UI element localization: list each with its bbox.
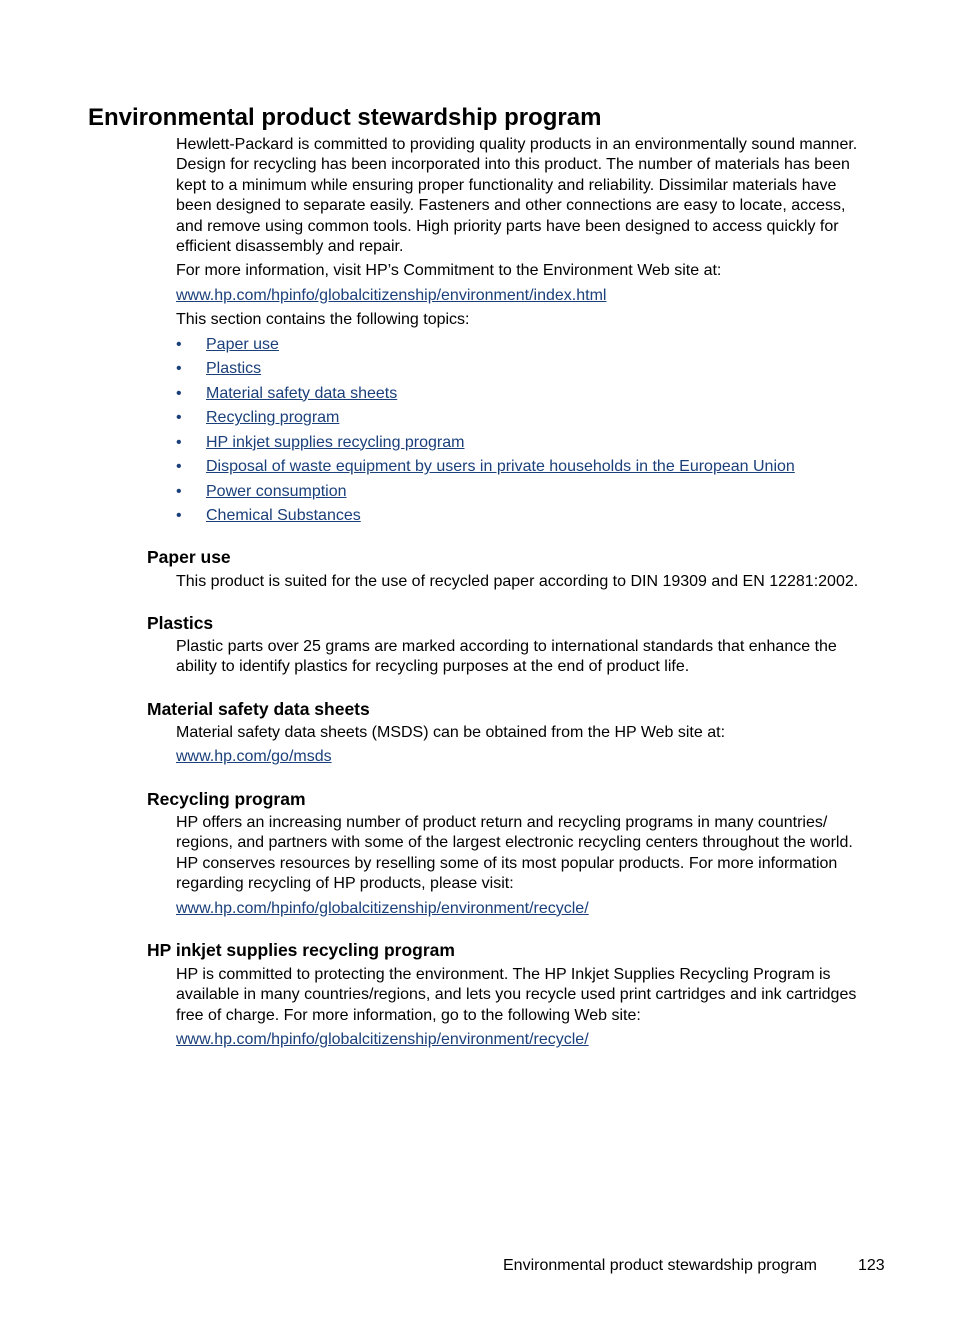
topics-list <box>176 335 876 531</box>
section-plastics <box>176 637 876 682</box>
recycling-text: HP offers an increasing number of product return and recycling programs in many countries/ regions, and partners with some of the largest electronic recycling centers throughout the world. HP conserves resources by reselling some of its most popular products. For more information regarding recycling of HP products, please visit: <box>176 814 853 893</box>
topic-link-chemical[interactable]: Chemical Substances <box>206 507 361 525</box>
list-item <box>176 335 876 360</box>
bullet-icon: • <box>176 384 182 402</box>
bullet-icon: • <box>176 335 182 353</box>
recycling-link-line <box>176 899 876 919</box>
environment-link-line <box>176 286 876 306</box>
intro-paragraph: Hewlett-Packard is committed to providing quality products in an environmentally sound manner. Design for recycling has been incorporated into this product. The number of materials has been kept to a minimum while ensuring proper functionality and reliability. Dissimilar materials have been designed to separate easily. Fasteners and other connections are easy to locate, access, and remove using common tools. High priority parts have been designed to access quickly for efficient disassembly and repair. <box>176 136 858 256</box>
bullet-icon: • <box>176 458 182 476</box>
section-msds <box>176 723 876 772</box>
topic-link-power[interactable]: Power consumption <box>206 482 347 500</box>
heading-plastics: Plastics <box>147 613 214 633</box>
topic-link-disposal[interactable]: Disposal of waste equipment by users in private households in the European Union <box>206 458 795 476</box>
topic-link-plastics[interactable]: Plastics <box>206 360 262 378</box>
inkjet-link[interactable]: www.hp.com/hpinfo/globalcitizenship/environment/recycle/ <box>176 1031 589 1049</box>
heading-msds: Material safety data sheets <box>147 699 370 719</box>
recycling-link[interactable]: www.hp.com/hpinfo/globalcitizenship/environment/recycle/ <box>176 899 589 917</box>
bullet-icon: • <box>176 433 182 451</box>
page-title: Environmental product stewardship program <box>88 104 602 131</box>
list-item <box>176 457 876 482</box>
list-item <box>176 482 876 507</box>
heading-inkjet: HP inkjet supplies recycling program <box>147 940 455 960</box>
intro-section <box>176 135 876 531</box>
topics-intro: This section contains the following topics: <box>176 311 470 329</box>
environment-link[interactable]: www.hp.com/hpinfo/globalcitizenship/environment/index.html <box>176 286 607 304</box>
section-paper-use <box>176 572 876 596</box>
topic-link-inkjet[interactable]: HP inkjet supplies recycling program <box>206 433 465 451</box>
list-item <box>176 359 876 384</box>
page-number: 123 <box>858 1257 885 1274</box>
inkjet-text: HP is committed to protecting the environment. The HP Inkjet Supplies Recycling Program is available in many countries/regions, and lets you recycle used print cartridges and ink cartridges free of charge. For more information, go to the following Web site: <box>176 966 857 1024</box>
topic-link-paper-use[interactable]: Paper use <box>206 335 279 353</box>
plastics-text: Plastic parts over 25 grams are marked according to international standards that enhance the ability to identify plastics for recycling purposes at the end of product life. <box>176 638 837 676</box>
msds-link[interactable]: www.hp.com/go/msds <box>176 748 332 766</box>
bullet-icon: • <box>176 507 182 525</box>
bullet-icon: • <box>176 482 182 500</box>
msds-text: Material safety data sheets (MSDS) can be obtained from the HP Web site at: <box>176 724 726 741</box>
list-item <box>176 384 876 409</box>
paper-use-text: This product is suited for the use of recycled paper according to DIN 19309 and EN 12281:2002. <box>176 573 859 590</box>
footer-title: Environmental product stewardship program <box>503 1257 817 1274</box>
bullet-icon: • <box>176 360 182 378</box>
more-info-text: For more information, visit HP’s Commitment to the Environment Web site at: <box>176 262 722 280</box>
topic-link-recycling[interactable]: Recycling program <box>206 409 340 427</box>
inkjet-link-line <box>176 1030 876 1050</box>
section-recycling <box>176 813 876 923</box>
bullet-icon: • <box>176 409 182 427</box>
heading-paper-use: Paper use <box>147 547 231 567</box>
msds-link-line <box>176 747 876 767</box>
heading-recycling: Recycling program <box>147 789 306 809</box>
list-item <box>176 433 876 458</box>
topic-link-msds[interactable]: Material safety data sheets <box>206 384 398 402</box>
section-inkjet <box>176 965 876 1055</box>
list-item <box>176 408 876 433</box>
list-item <box>176 506 876 531</box>
